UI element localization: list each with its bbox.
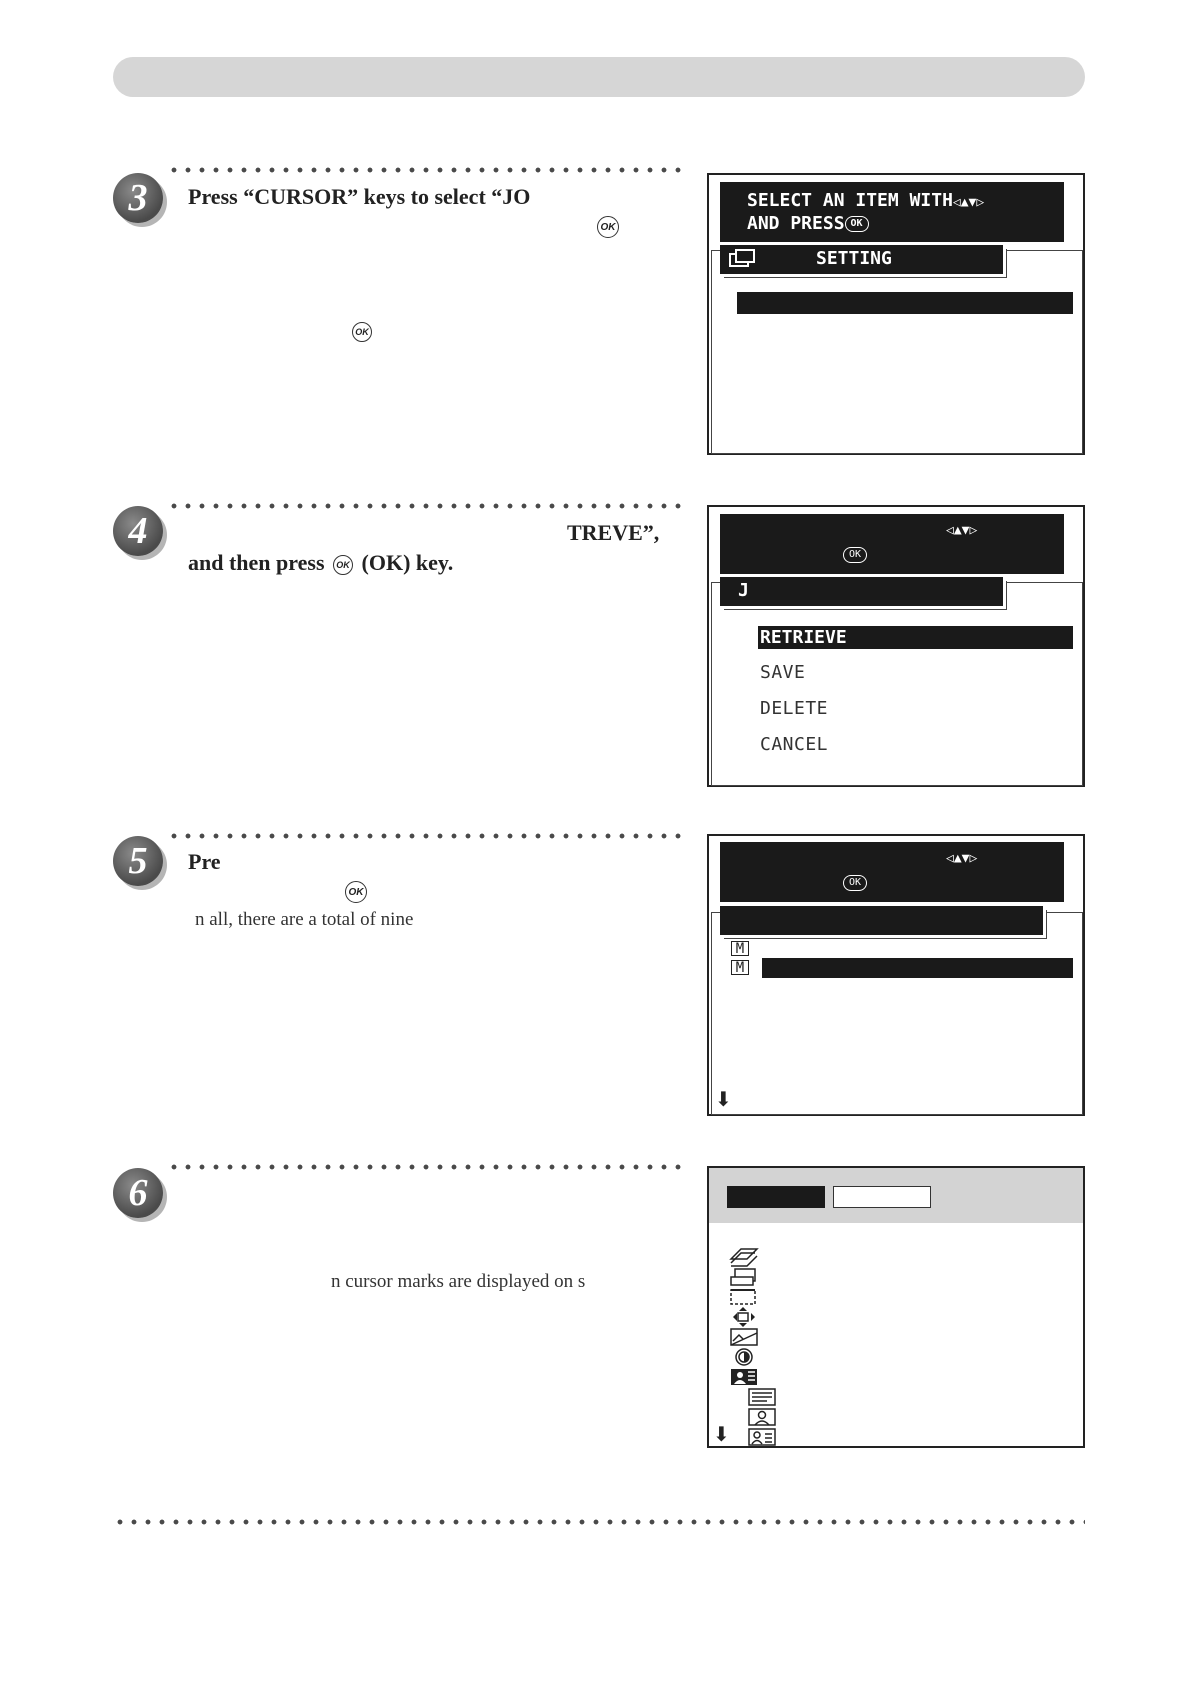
cursor-arrows-icon: ◁▲▼▷ (946, 851, 978, 866)
prompt-line-1: SELECT AN ITEM WITH (747, 190, 953, 211)
cursor-arrows-icon: ◁▲▼▷ (952, 195, 985, 210)
lcd-prompt (720, 514, 1064, 574)
lcd-screen-step-4 (707, 505, 1085, 787)
tab-job (720, 577, 1003, 606)
lcd-panel (711, 912, 1083, 1115)
lcd-screen-step-6 (707, 1166, 1085, 1448)
memory-m-icon: M (731, 941, 749, 956)
footer-divider (113, 1519, 1085, 1525)
tab-active[interactable] (727, 1186, 825, 1208)
id-card-icon (747, 1427, 777, 1452)
step-number-6: 6 (113, 1168, 163, 1218)
step-number-3: 3 (113, 173, 163, 223)
memory-icon (728, 249, 752, 267)
cursor-arrows-icon: ◁▲▼▷ (946, 523, 978, 538)
lcd-top-bar (709, 1168, 1083, 1223)
lcd-panel (711, 582, 1083, 786)
tab-inactive[interactable] (833, 1186, 931, 1208)
step-3-instruction: Press “CURSOR” keys to select “JO (188, 184, 531, 209)
ok-key-icon: OK (597, 216, 619, 238)
step-5-instruction: Pre (188, 849, 221, 874)
tab-header (720, 906, 1043, 935)
tab-label: SETTING (816, 248, 892, 269)
step-4-instruction-line-2: and then press OK (OK) key. (188, 550, 454, 575)
ok-key-icon: OK (843, 547, 867, 563)
memory-m-icon: M (731, 960, 749, 975)
step-5-note: n all, there are a total of nine (195, 909, 414, 930)
menu-item-delete[interactable]: DELETE (760, 698, 829, 719)
menu-item-retrieve[interactable]: RETRIEVE (758, 626, 1073, 649)
ok-key-icon: OK (843, 875, 867, 891)
lcd-prompt (720, 842, 1064, 902)
selected-row[interactable] (737, 292, 1073, 314)
step-divider (167, 1164, 685, 1170)
step-number-5: 5 (113, 836, 163, 886)
ok-key-icon: OK (845, 216, 869, 232)
menu-item-save[interactable]: SAVE (760, 662, 806, 683)
header-bar (113, 57, 1085, 97)
lcd-prompt (720, 182, 1064, 242)
lcd-screen-step-5 (707, 834, 1085, 1116)
ok-key-icon: OK (352, 322, 372, 342)
lcd-screen-step-3 (707, 173, 1085, 455)
step-4-instruction: TREVE”, (567, 520, 660, 545)
step-divider (167, 833, 685, 839)
tab-label: J (738, 580, 749, 601)
lcd-panel (711, 250, 1083, 454)
tab-setting (720, 245, 1003, 274)
selected-row[interactable] (762, 958, 1073, 978)
ok-key-icon: OK (345, 881, 367, 903)
step-divider (167, 503, 685, 509)
scroll-down-arrow-icon[interactable]: ⬇ (713, 1422, 730, 1446)
step-number-4: 4 (113, 506, 163, 556)
menu-item-cancel[interactable]: CANCEL (760, 734, 829, 755)
prompt-line-2: AND PRESS (747, 213, 845, 234)
ok-key-icon: OK (333, 555, 353, 575)
step-6-note: n cursor marks are displayed on s (331, 1271, 586, 1292)
step-divider (167, 167, 685, 173)
scroll-down-arrow-icon[interactable]: ⬇ (715, 1087, 732, 1111)
